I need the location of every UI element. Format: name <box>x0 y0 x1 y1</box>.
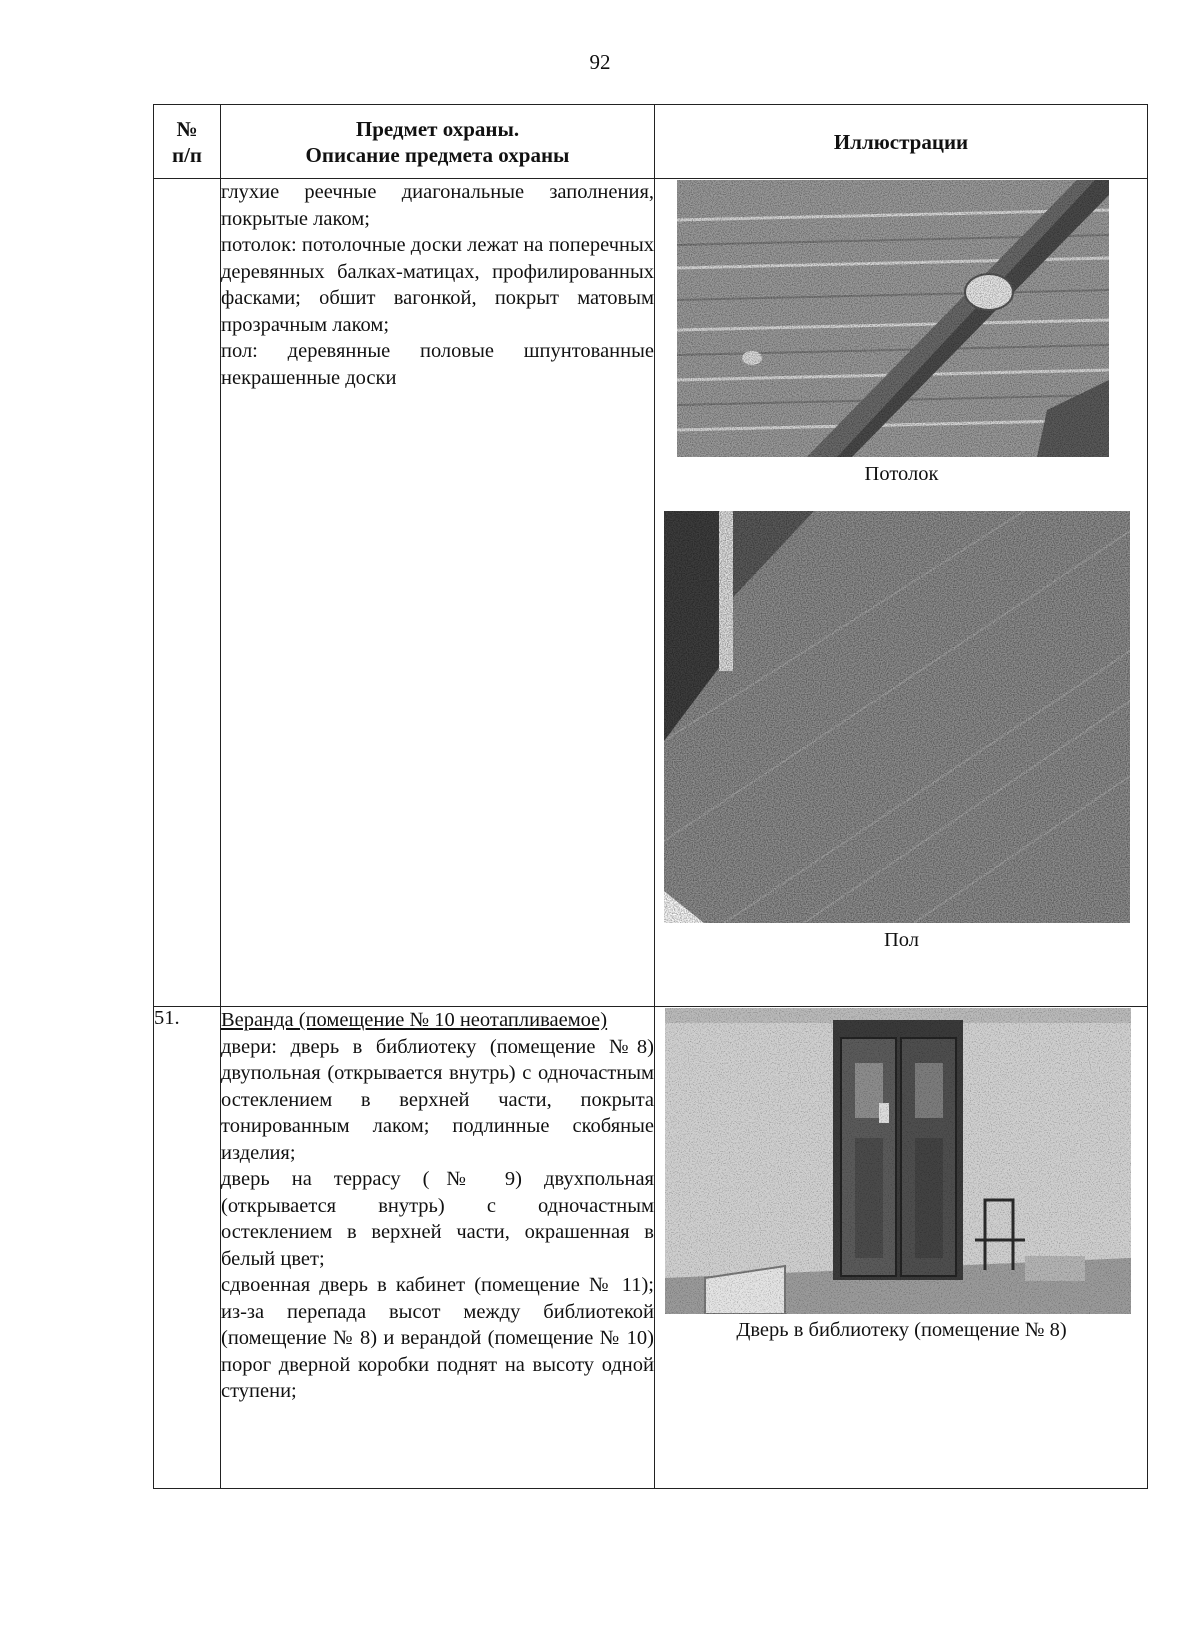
desc-paragraph: сдвоенная дверь в кабинет (помещение № 11); из-за перепада высот между библиотекой (помещение № 8) и верандой (помещение № 10) порог дверной коробки поднят на высоту одной ступени; <box>221 1274 654 1402</box>
desc-paragraph: дверь на террасу (№ 9) двухпольная (открывается внутрь) с одночастным остеклением в верхней части, окрашенная в белый цвет; <box>221 1168 654 1270</box>
header-subject-line1: Предмет охраны. <box>355 116 520 141</box>
row-description <box>221 1007 655 1489</box>
header-subject <box>221 105 655 179</box>
page-number: 92 <box>589 50 611 74</box>
library-door-photo <box>665 1008 1131 1314</box>
desc-paragraph: двери: дверь в библиотеку (помещение №8) двупольная (открывается внутрь) с одночастным остеклением в верхней части, покрыта тонированным лаком; подлинные скобяные изделия; <box>221 1035 654 1164</box>
header-subject-line2: Описание предмета охраны <box>305 142 570 167</box>
row-illustrations <box>655 179 1148 1007</box>
table-row <box>154 1007 1148 1489</box>
table-row <box>154 179 1148 1007</box>
header-number: № п/п <box>154 105 221 179</box>
row-illustrations <box>655 1007 1148 1489</box>
floor-photo <box>664 511 1130 923</box>
desc-paragraph: глухие реечные диагональные заполнения, покрытые лаком; <box>221 181 654 230</box>
desc-paragraph: пол: деревянные половые шпунтованные некрашенные доски <box>221 340 654 389</box>
row-description <box>221 179 655 1007</box>
protection-table <box>153 104 1148 1489</box>
table-header-row <box>154 105 1148 179</box>
photo-caption: Потолок <box>864 463 939 485</box>
row-number: 51. <box>154 1007 221 1489</box>
row-number <box>154 179 221 1007</box>
desc-paragraph: потолок: потолочные доски лежат на поперечных деревянных балках-матицах, профилированных фасками; обшит вагонкой, покрыт матовым прозрачным лаком; <box>221 234 654 336</box>
row-title: Веранда (помещение № 10 неотапливаемое) <box>221 1009 608 1031</box>
ceiling-photo <box>677 180 1109 457</box>
header-illustrations: Иллюстрации <box>655 105 1148 179</box>
photo-caption: Дверь в библиотеку (помещение № 8) <box>736 1319 1067 1341</box>
photo-caption: Пол <box>883 929 919 951</box>
